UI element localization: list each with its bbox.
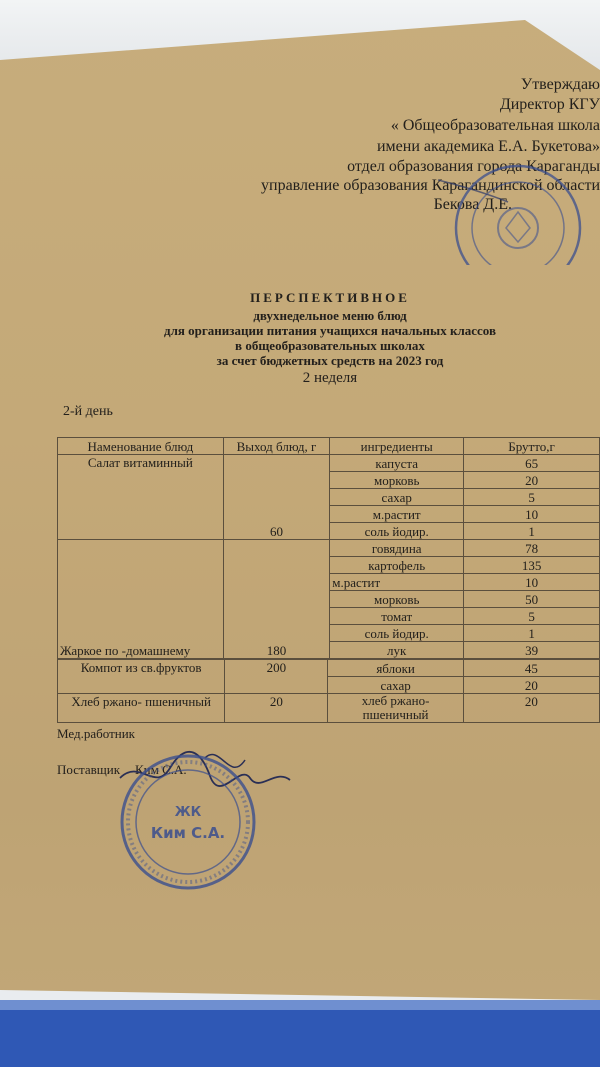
stamp-name: Ким С.А. — [150, 824, 226, 842]
ingredient-name: капуста — [330, 455, 464, 472]
ingredient-name: хлеб ржано-пшеничный — [328, 694, 463, 723]
table-row — [58, 694, 600, 723]
week-label: 2 неделя — [302, 370, 358, 386]
ingredient-gross: 39 — [464, 642, 600, 659]
approval-line-5: отдел образования города Караганды — [347, 158, 600, 175]
background-blue-panel — [0, 1000, 600, 1067]
header-gross: Брутто,г — [464, 438, 600, 455]
ingredient-gross: 10 — [464, 574, 600, 591]
table-row — [58, 455, 600, 472]
ingredient-name: м.растит — [330, 574, 464, 591]
table-row — [58, 540, 600, 557]
document-title: ПЕРСПЕКТИВНОЕ — [250, 290, 410, 305]
supplier-name: Ким С.А. — [135, 762, 187, 777]
approval-line-3: « Общеобразовательная школа — [390, 117, 600, 134]
menu-table-continued — [57, 659, 600, 723]
medic-label: Мед.работник — [57, 726, 135, 741]
ingredient-name: морковь — [330, 591, 464, 608]
ingredient-name: м.растит — [330, 506, 464, 523]
document-subtitle-1: двухнедельное меню блюд — [253, 308, 407, 323]
ingredient-name: томат — [330, 608, 464, 625]
stamp-initials: ЖК — [174, 805, 202, 820]
document-subtitle-2: для организации питания учащихся начальных классов — [164, 323, 496, 338]
ingredient-name: лук — [330, 642, 464, 659]
approval-line-6: управление образования Карагандинской области — [261, 177, 600, 194]
ingredient-gross: 5 — [464, 608, 600, 625]
dish-name: Хлеб ржано- пшеничный — [58, 694, 225, 723]
ingredient-gross: 5 — [464, 489, 600, 506]
approval-line-4: имени академика Е.А. Букетова» — [376, 138, 600, 155]
ingredient-gross: 50 — [464, 591, 600, 608]
dish-output: 200 — [225, 660, 328, 694]
ingredient-gross: 20 — [463, 677, 599, 694]
ingredient-name: говядина — [330, 540, 464, 557]
dish-output: 60 — [223, 455, 330, 540]
dish-name: Жаркое по -домашнему — [58, 540, 224, 659]
ingredient-name: сахар — [328, 677, 463, 694]
dish-output: 180 — [223, 540, 330, 659]
ingredient-name: морковь — [330, 472, 464, 489]
dish-name: Салат витаминный — [58, 455, 224, 540]
background-blue-stripe — [0, 1000, 600, 1010]
ingredient-gross: 20 — [463, 694, 599, 723]
ingredient-gross: 10 — [464, 506, 600, 523]
ingredient-name: картофель — [330, 557, 464, 574]
dish-name: Компот из св.фруктов — [58, 660, 225, 694]
approval-line-2: Директор КГУ — [499, 96, 600, 113]
dish-output: 20 — [225, 694, 328, 723]
header-dish-name: Наменование блюд — [58, 438, 224, 455]
menu-table — [57, 437, 600, 659]
document-subtitle-3: в общеобразовательных школах — [235, 338, 425, 353]
ingredient-gross: 1 — [464, 625, 600, 642]
ingredient-gross: 135 — [464, 557, 600, 574]
header-output: Выход блюд, г — [223, 438, 330, 455]
approval-line-7: Бекова Д.Е. — [433, 196, 512, 213]
ingredient-name: соль йодир. — [330, 625, 464, 642]
ingredient-gross: 45 — [463, 660, 599, 677]
approval-line-1: Утверждаю — [520, 76, 600, 93]
ingredient-name: соль йодир. — [330, 523, 464, 540]
document-subtitle-4: за счет бюджетных средств на 2023 год — [216, 353, 444, 368]
ingredient-gross: 20 — [464, 472, 600, 489]
table-header-row — [58, 438, 600, 455]
ingredient-gross: 1 — [464, 523, 600, 540]
ingredient-gross: 78 — [464, 540, 600, 557]
supplier-label: Поставщик — [57, 762, 121, 777]
ingredient-name: сахар — [330, 489, 464, 506]
ingredient-gross: 65 — [464, 455, 600, 472]
ingredient-name: яблоки — [328, 660, 463, 677]
day-label: 2-й день — [63, 404, 113, 419]
table-row — [58, 660, 600, 677]
header-ingredients: ингредиенты — [330, 438, 464, 455]
